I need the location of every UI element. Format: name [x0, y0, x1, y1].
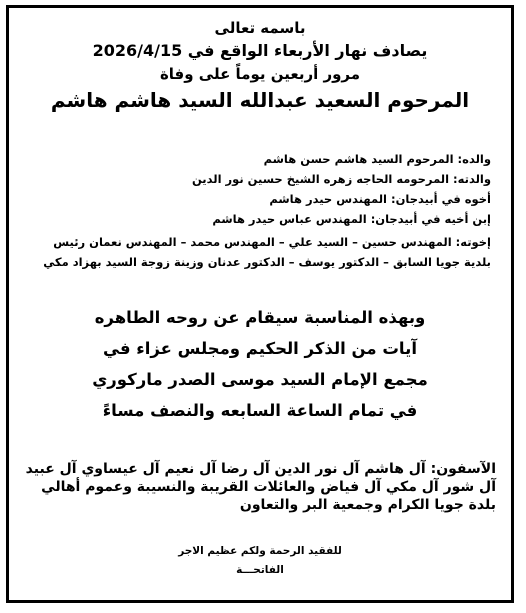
opening-invocation: باسمه تعالى — [214, 19, 306, 37]
occasion-line: مرور أربعين يوماً على وفاة — [159, 65, 361, 83]
deceased-name: المرحوم السعيد عبدالله السيد هاشم هاشم — [50, 88, 470, 112]
ceremony-line-2: آيات من الذكر الحكيم ومجلس عزاء في — [103, 339, 417, 358]
obituary-notice — [6, 5, 514, 603]
closing-fatiha: الفاتحـــة — [236, 564, 284, 576]
date-line: يصادف نهار الأربعاء الواقع في 2026/4/15 — [92, 41, 428, 60]
nephew-line: إبن أخيه في أبيدجان: المهندس عباس حيدر هاشم — [212, 212, 491, 226]
closing-blessing: للفقيد الرحمة ولكم عظيم الاجر — [178, 545, 342, 557]
ceremony-line-4: في تمام الساعة السابعه والنصف مساءً — [102, 401, 418, 420]
brother-line: أخوه في أبيدجان: المهندس حيدر هاشم — [269, 192, 491, 206]
mother-line: والدته: المرحومه الحاجه زهره الشيخ حسين نور الدين — [191, 172, 491, 186]
ceremony-line-3: مجمع الإمام السيد موسى الصدر ماركوري — [92, 370, 428, 389]
condolences-paragraph: الآسفون: آل هاشم آل نور الدين آل رضا آل نعيم آل عيساوي آل عبيد آل شور آل مكي آل فياض والعائلات القريبة والنسيبة وعموم أهالي بلدة جويا الكرام وجمعية البر والتعاون — [25, 461, 496, 513]
father-line: والده: المرحوم السيد هاشم حسن هاشم — [263, 152, 491, 166]
siblings-paragraph: إخوته: المهندس حسين – السيد علي – المهندس محمد – المهندس نعمان رئيس بلدية جويا السابق – الدكتور يوسف – الدكتور عدنان وزينة زوجة السيد بهزاد مكي — [43, 235, 491, 269]
ceremony-line-1: وبهذه المناسبة سيقام عن روحه الطاهره — [94, 308, 426, 327]
